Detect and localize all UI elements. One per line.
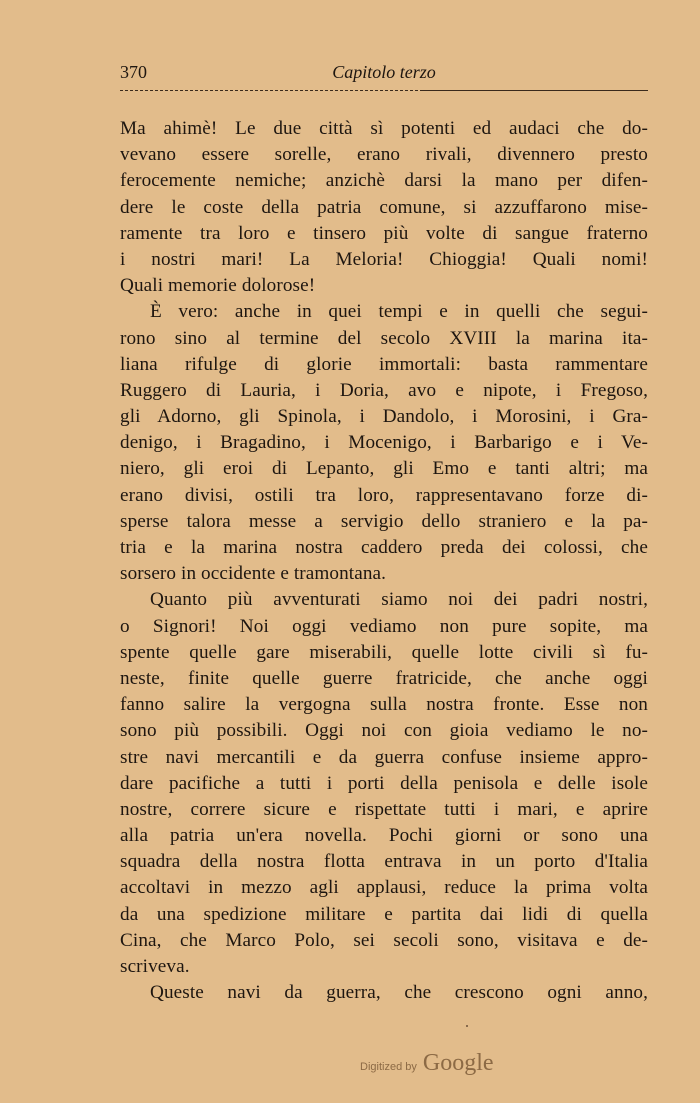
google-logo: Google <box>422 1050 494 1076</box>
scan-speck <box>466 1025 468 1027</box>
digitized-watermark <box>360 1050 494 1077</box>
text-line: gli Adorno, gli Spinola, i Dandolo, i Morosini, i Gra- <box>120 406 648 428</box>
text-line: da una spedizione militare e partita dai lidi di quella <box>120 903 648 925</box>
text-line: Quanto più avventurati siamo noi dei padri nostri, <box>150 589 648 611</box>
header-rule-solid <box>420 90 648 91</box>
page-number: 370 <box>120 62 147 82</box>
text-line: Ma ahimè! Le due città sì potenti ed audaci che do- <box>120 118 648 139</box>
text-line: fanno salire la vergogna sulla nostra fronte. Esse non <box>120 694 648 716</box>
text-line: sono più possibili. Oggi noi con gioia vediamo le no- <box>120 720 648 742</box>
text-line: erano divisi, ostili tra loro, rappresentavano forze di- <box>120 484 648 506</box>
text-line: sorsero in occidente e tramontana. <box>120 563 387 585</box>
text-line: nostre, correre sicure e rispettate tutti i mari, e aprire <box>120 798 648 820</box>
text-line: squadra della nostra flotta entrava in un porto d'Italia <box>120 851 648 873</box>
text-line: i nostri mari! La Meloria! Chioggia! Quali nomi! <box>120 248 648 270</box>
text-line: scriveva. <box>120 956 190 977</box>
text-line: dare pacifiche a tutti i porti della penisola e delle isole <box>120 772 648 794</box>
text-line: dere le coste della patria comune, si azzuffarono mise- <box>120 196 648 218</box>
paragraph <box>120 299 648 587</box>
text-line: Ruggero di Lauria, i Doria, avo e nipote, i Fregoso, <box>120 379 648 401</box>
text-line: vevano essere sorelle, erano rivali, divennero presto <box>120 144 648 166</box>
text-line: Cina, che Marco Polo, sei secoli sono, visitava e de- <box>120 929 648 951</box>
text-line: È vero: anche in quei tempi e in quelli che segui- <box>150 301 648 323</box>
paragraph <box>120 980 648 1006</box>
text-line: niero, gli eroi di Lepanto, gli Emo e tanti altri; ma <box>120 458 648 480</box>
text-line: tria e la marina nostra caddero preda dei colossi, che <box>120 537 648 558</box>
text-line: Queste navi da guerra, che crescono ogni anno, <box>150 982 648 1004</box>
text-line: sperse talora messe a servigio dello straniero e la pa- <box>120 510 648 532</box>
text-line: accoltavi in mezzo agli applausi, reduce la prima volta <box>120 877 648 899</box>
text-line: stre navi mercantili e da guerra confuse insieme appro- <box>120 746 648 768</box>
text-line: denigo, i Bragadino, i Mocenigo, i Barbarigo e i Ve- <box>120 432 648 454</box>
text-line: alla patria un'era novella. Pochi giorni or sono una <box>120 825 648 847</box>
paragraph <box>120 587 648 980</box>
text-line: ferocemente nemiche; anzichè darsi la mano per difen- <box>120 170 648 192</box>
text-line: neste, finite quelle guerre fratricide, che anche oggi <box>120 667 648 689</box>
text-line: rono sino al termine del secolo XVIII la marina ita- <box>120 327 648 349</box>
paragraph <box>120 116 648 299</box>
text-line: spente quelle gare miserabili, quelle lotte civili sì fu- <box>120 641 648 663</box>
page-body <box>120 116 648 1006</box>
text-line: ramente tra loro e tinsero più volte di sangue fraterno <box>120 222 648 244</box>
text-line: o Signori! Noi oggi vediamo non pure sopite, ma <box>120 615 648 637</box>
running-title: Capitolo terzo <box>332 62 436 82</box>
digitized-by-label: Digitized by <box>360 1061 417 1073</box>
text-line: liana rifulge di glorie immortali: basta rammentare <box>120 353 648 375</box>
page-header <box>120 62 648 86</box>
text-line: Quali memorie dolorose! <box>120 275 316 297</box>
